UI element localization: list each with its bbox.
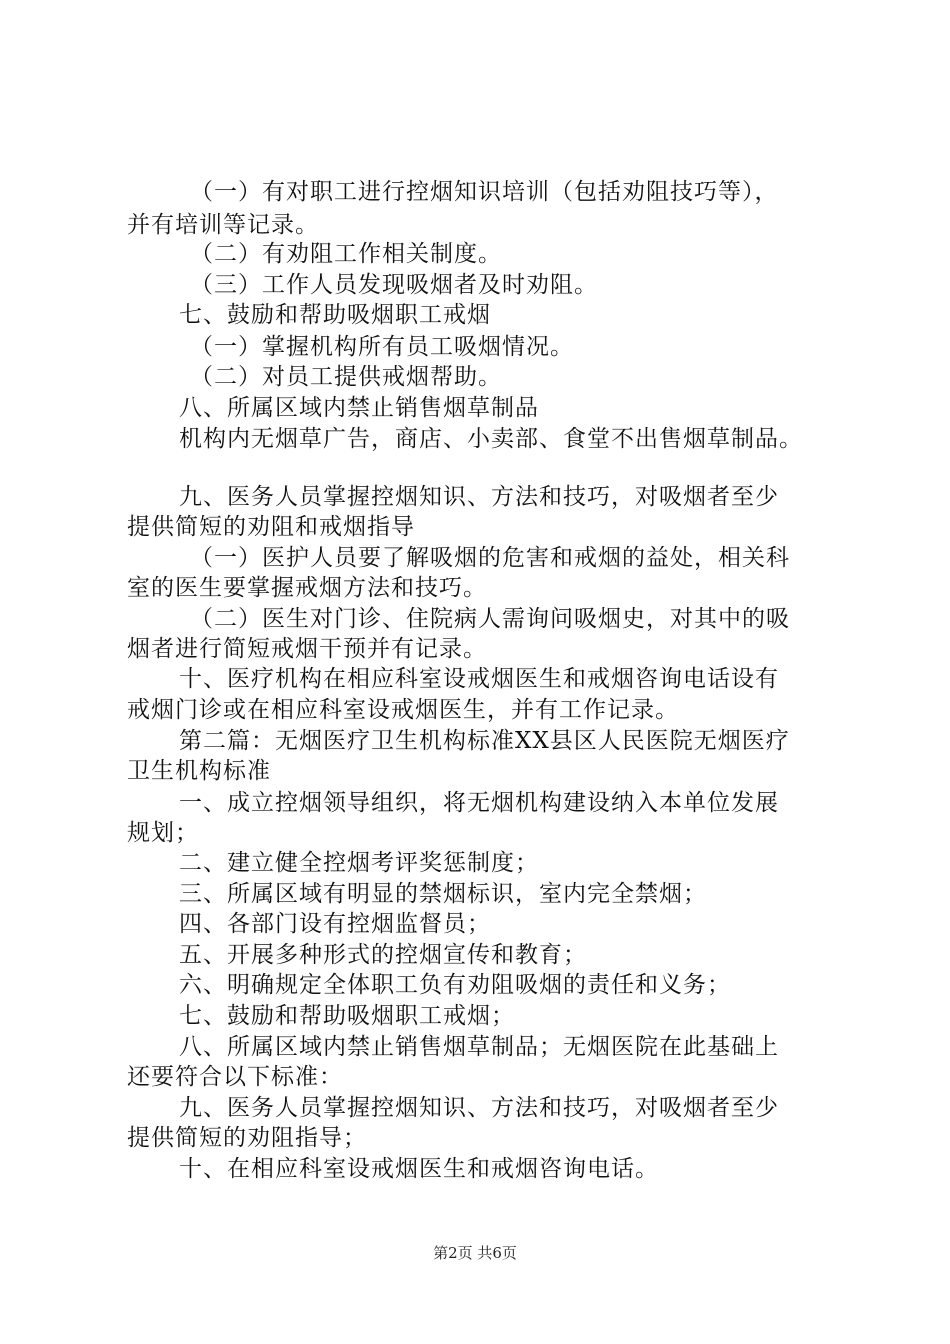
text-line: （一）掌握机构所有员工吸烟情况。 [190,334,574,360]
text-line: （一）有对职工进行控烟知识培训（包括劝阻技巧等）， [190,179,779,205]
text-line: 第二篇：无烟医疗卫生机构标准XX县区人民医院无烟医疗 [179,728,790,754]
text-line: 戒烟门诊或在相应科室设戒烟医生，并有工作记录。 [127,697,679,723]
text-line: 五、开展多种形式的控烟宣传和教育； [179,942,587,968]
text-line: 三、所属区域有明显的禁烟标识，室内完全禁烟； [179,881,707,907]
text-line: 机构内无烟草广告，商店、小卖部、食堂不出售烟草制品。 [179,426,803,452]
page-footer: 第2页 共6页 [433,1244,517,1262]
text-line: （二）对员工提供戒烟帮助。 [190,364,502,390]
text-line: 九、医务人员掌握控烟知识、方法和技巧，对吸烟者至少 [179,484,779,510]
text-line: 一、成立控烟领导组织，将无烟机构建设纳入本单位发展 [179,790,779,816]
text-line: （三）工作人员发现吸烟者及时劝阻。 [190,272,598,298]
text-line: 十、医疗机构在相应科室设戒烟医生和戒烟咨询电话设有 [179,666,779,692]
text-line: 四、各部门设有控烟监督员； [179,911,491,937]
text-line: 八、所属区域内禁止销售烟草制品 [179,395,539,421]
text-line: 七、鼓励和帮助吸烟职工戒烟； [179,1003,515,1029]
text-line: 九、医务人员掌握控烟知识、方法和技巧，对吸烟者至少 [179,1095,779,1121]
text-line: 并有培训等记录。 [127,212,319,238]
text-line: 还要符合以下标准： [127,1064,343,1090]
text-line: 室的医生要掌握戒烟方法和技巧。 [127,575,487,601]
text-line: 二、建立健全控烟考评奖惩制度； [179,850,539,876]
text-line: 规划； [127,820,199,846]
text-line: 烟者进行简短戒烟干预并有记录。 [127,636,487,662]
text-line: 八、所属区域内禁止销售烟草制品；无烟医院在此基础上 [179,1034,779,1060]
text-line: （二）有劝阻工作相关制度。 [190,241,502,267]
text-line: 卫生机构标准 [127,758,271,784]
text-line: （一）医护人员要了解吸烟的危害和戒烟的益处，相关科 [190,545,790,571]
text-line: 十、在相应科室设戒烟医生和戒烟咨询电话。 [179,1156,659,1182]
text-line: 提供简短的劝阻指导； [127,1125,367,1151]
text-line: 七、鼓励和帮助吸烟职工戒烟 [179,302,491,328]
text-line: 提供简短的劝阻和戒烟指导 [127,514,415,540]
text-line: （二）医生对门诊、住院病人需询问吸烟史，对其中的吸 [190,606,790,632]
text-line: 六、明确规定全体职工负有劝阻吸烟的责任和义务； [179,972,731,998]
